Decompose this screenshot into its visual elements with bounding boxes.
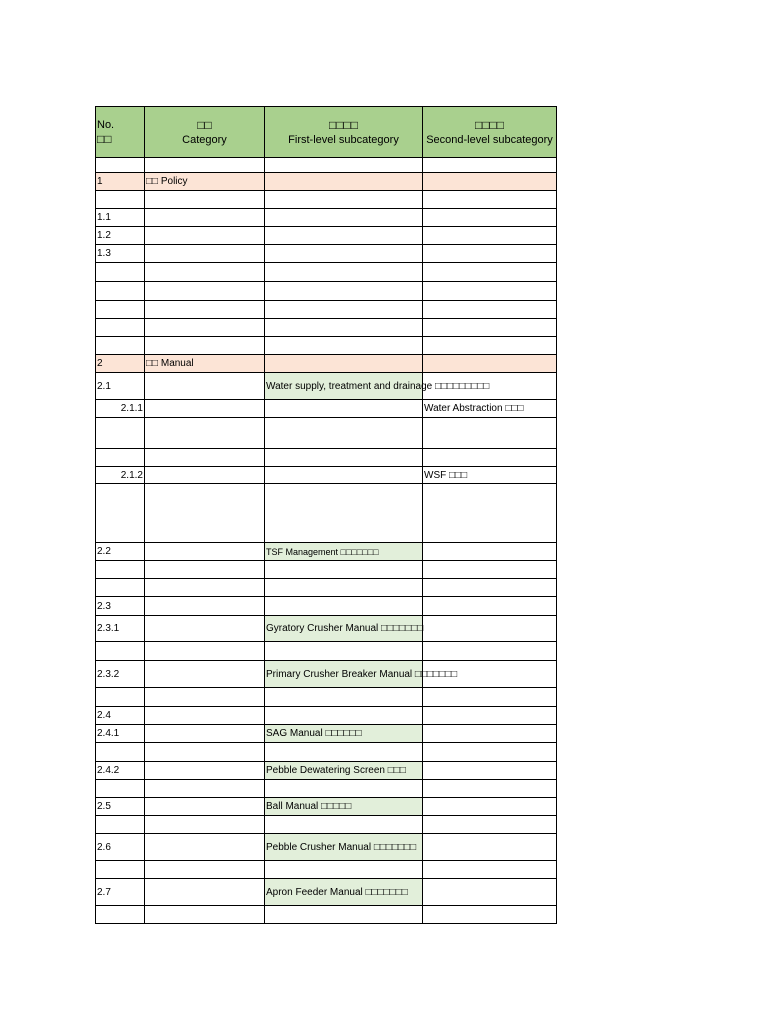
cell[interactable] <box>96 158 145 173</box>
cell[interactable] <box>265 642 423 661</box>
header-no-line2: □□ <box>97 131 112 146</box>
cell[interactable] <box>145 373 265 400</box>
cell[interactable] <box>145 263 265 282</box>
cell[interactable] <box>265 449 423 467</box>
cell[interactable] <box>145 906 265 924</box>
cell[interactable] <box>423 688 557 707</box>
cell[interactable] <box>423 879 557 906</box>
cell[interactable] <box>145 579 265 597</box>
cell[interactable] <box>265 579 423 597</box>
cell[interactable] <box>265 191 423 209</box>
first-level-link[interactable]: Apron Feeder Manual □□□□□□□ <box>265 879 423 906</box>
cell[interactable] <box>265 467 423 484</box>
table-row <box>96 762 557 780</box>
row-number[interactable]: 1.2 <box>96 227 145 245</box>
cell[interactable] <box>423 337 557 355</box>
header-first-line1: □□□□ <box>329 117 358 132</box>
header-second-line2: Second-level subcategory <box>426 133 553 146</box>
header-second-line1: □□□□ <box>475 117 504 132</box>
row-number[interactable]: 2.6 <box>96 834 145 861</box>
cell[interactable] <box>265 861 423 879</box>
cell[interactable] <box>145 209 265 227</box>
cell[interactable] <box>423 543 557 561</box>
table-row <box>96 834 557 861</box>
table-row <box>96 245 557 263</box>
row-number[interactable]: 2.3 <box>96 597 145 616</box>
cell[interactable] <box>265 400 423 418</box>
cell[interactable] <box>145 337 265 355</box>
cell[interactable] <box>265 173 423 191</box>
cell[interactable] <box>265 418 423 449</box>
cell[interactable] <box>96 579 145 597</box>
cell[interactable] <box>423 263 557 282</box>
cell[interactable] <box>96 688 145 707</box>
cell[interactable] <box>96 861 145 879</box>
cell[interactable] <box>96 484 145 543</box>
row-number[interactable]: 2 <box>96 355 145 373</box>
cell[interactable] <box>423 173 557 191</box>
table-row <box>96 158 557 173</box>
cell[interactable] <box>145 762 265 780</box>
cell[interactable] <box>265 906 423 924</box>
cell[interactable] <box>145 301 265 319</box>
cell[interactable] <box>265 597 423 616</box>
header-row <box>96 107 557 158</box>
row-number[interactable]: 1.3 <box>96 245 145 263</box>
table-row <box>96 400 557 418</box>
table-row <box>96 661 557 688</box>
cell[interactable] <box>145 467 265 484</box>
second-level-cell[interactable]: Water Abstraction □□□ <box>423 400 557 418</box>
cell[interactable] <box>145 484 265 543</box>
cell[interactable] <box>423 579 557 597</box>
first-level-link[interactable]: SAG Manual □□□□□□ <box>265 725 423 743</box>
table-row <box>96 816 557 834</box>
table-row <box>96 688 557 707</box>
cell[interactable] <box>145 400 265 418</box>
table-row <box>96 337 557 355</box>
cell[interactable] <box>265 355 423 373</box>
row-number[interactable]: 2.1.1 <box>96 400 145 418</box>
section-row-policy <box>96 173 557 191</box>
cell[interactable] <box>145 191 265 209</box>
header-no-line1: No. <box>97 118 115 131</box>
cell[interactable] <box>96 282 145 301</box>
header-category-line1: □□ <box>197 117 212 132</box>
first-level-link[interactable]: Gyratory Crusher Manual □□□□□□□ <box>265 616 423 642</box>
cell[interactable] <box>145 561 265 579</box>
cell[interactable] <box>423 561 557 579</box>
table-row <box>96 467 557 484</box>
row-number[interactable]: 1.1 <box>96 209 145 227</box>
row-number[interactable]: 2.3.1 <box>96 616 145 642</box>
cell[interactable] <box>145 597 265 616</box>
index-table <box>95 106 557 924</box>
cell[interactable] <box>423 355 557 373</box>
row-number[interactable]: 2.4 <box>96 707 145 725</box>
cell[interactable] <box>96 191 145 209</box>
cell[interactable] <box>423 484 557 543</box>
first-level-link[interactable]: Ball Manual □□□□□ <box>265 798 423 816</box>
row-number[interactable]: 2.1.2 <box>96 467 145 484</box>
table-row <box>96 616 557 642</box>
table-row <box>96 707 557 725</box>
cell[interactable] <box>265 688 423 707</box>
table-row <box>96 543 557 561</box>
cell[interactable] <box>96 561 145 579</box>
header-no[interactable] <box>96 107 145 158</box>
cell[interactable] <box>145 861 265 879</box>
table-row <box>96 861 557 879</box>
first-level-cell[interactable]: TSF Management □□□□□□□ <box>265 543 423 561</box>
row-number[interactable]: 2.2 <box>96 543 145 561</box>
cell[interactable] <box>265 245 423 263</box>
table-row <box>96 743 557 762</box>
row-number[interactable]: 2.1 <box>96 373 145 400</box>
first-level-link[interactable]: Pebble Crusher Manual □□□□□□□ <box>265 834 423 861</box>
table-row <box>96 725 557 743</box>
first-level-link[interactable]: Primary Crusher Breaker Manual □□□□□□□ <box>265 661 423 688</box>
table-row <box>96 449 557 467</box>
cell[interactable] <box>423 449 557 467</box>
table-row <box>96 561 557 579</box>
cell[interactable] <box>265 780 423 798</box>
header-category-line2: Category <box>182 133 227 146</box>
table-row <box>96 597 557 616</box>
second-level-cell[interactable]: WSF □□□ <box>423 467 557 484</box>
row-number[interactable]: 2.7 <box>96 879 145 906</box>
cell[interactable] <box>145 688 265 707</box>
cell[interactable] <box>96 337 145 355</box>
table-row <box>96 263 557 282</box>
cell[interactable] <box>423 725 557 743</box>
cell[interactable] <box>265 484 423 543</box>
cell[interactable] <box>145 834 265 861</box>
table-row <box>96 373 557 400</box>
cell[interactable] <box>96 319 145 337</box>
cell[interactable] <box>145 158 265 173</box>
row-number[interactable]: 1 <box>96 173 145 191</box>
cell[interactable] <box>265 743 423 762</box>
cell[interactable] <box>265 301 423 319</box>
cell[interactable] <box>423 780 557 798</box>
cell[interactable] <box>423 191 557 209</box>
category-cell[interactable]: □□ Manual <box>145 355 265 373</box>
table-row <box>96 642 557 661</box>
cell[interactable] <box>423 319 557 337</box>
cell[interactable] <box>145 707 265 725</box>
section-row-manual <box>96 355 557 373</box>
cell[interactable] <box>96 816 145 834</box>
cell[interactable] <box>423 861 557 879</box>
cell[interactable] <box>265 707 423 725</box>
header-category[interactable] <box>145 107 265 158</box>
cell[interactable] <box>423 597 557 616</box>
cell[interactable] <box>423 762 557 780</box>
cell[interactable] <box>145 642 265 661</box>
header-second-level[interactable] <box>423 107 557 158</box>
cell[interactable] <box>265 282 423 301</box>
table-row <box>96 798 557 816</box>
cell[interactable] <box>145 449 265 467</box>
cell[interactable] <box>145 227 265 245</box>
cell[interactable] <box>423 834 557 861</box>
first-level-cell[interactable]: Water supply, treatment and drainage □□□□□□□□□ <box>265 373 423 400</box>
row-number[interactable]: 2.3.2 <box>96 661 145 688</box>
cell[interactable] <box>423 816 557 834</box>
cell[interactable] <box>265 227 423 245</box>
table-row <box>96 209 557 227</box>
cell[interactable] <box>145 245 265 263</box>
cell[interactable] <box>423 743 557 762</box>
cell[interactable] <box>423 616 557 642</box>
cell[interactable] <box>96 449 145 467</box>
cell[interactable] <box>265 209 423 227</box>
cell[interactable] <box>145 798 265 816</box>
header-first-line2: First-level subcategory <box>288 133 399 146</box>
cell[interactable] <box>96 301 145 319</box>
table-row <box>96 879 557 906</box>
cell[interactable] <box>423 642 557 661</box>
table-row <box>96 579 557 597</box>
row-number[interactable]: 2.5 <box>96 798 145 816</box>
cell[interactable] <box>145 282 265 301</box>
cell[interactable] <box>423 158 557 173</box>
cell[interactable] <box>145 543 265 561</box>
row-number[interactable]: 2.4.2 <box>96 762 145 780</box>
cell[interactable] <box>145 743 265 762</box>
cell[interactable] <box>145 661 265 688</box>
cell[interactable] <box>423 906 557 924</box>
table-row <box>96 227 557 245</box>
cell[interactable] <box>145 816 265 834</box>
table-row <box>96 418 557 449</box>
cell[interactable] <box>265 337 423 355</box>
row-number[interactable]: 2.4.1 <box>96 725 145 743</box>
cell[interactable] <box>145 879 265 906</box>
cell[interactable] <box>423 209 557 227</box>
table-row <box>96 301 557 319</box>
cell[interactable] <box>265 561 423 579</box>
cell[interactable] <box>423 418 557 449</box>
cell[interactable] <box>423 282 557 301</box>
cell[interactable] <box>96 418 145 449</box>
cell[interactable] <box>265 263 423 282</box>
category-cell[interactable]: □□ Policy <box>145 173 265 191</box>
cell[interactable] <box>145 319 265 337</box>
table-row <box>96 319 557 337</box>
table-row <box>96 906 557 924</box>
cell[interactable] <box>145 780 265 798</box>
cell[interactable] <box>96 906 145 924</box>
cell[interactable] <box>423 301 557 319</box>
cell[interactable] <box>423 245 557 263</box>
table-row <box>96 484 557 543</box>
cell[interactable] <box>96 263 145 282</box>
cell[interactable] <box>423 227 557 245</box>
cell[interactable] <box>265 816 423 834</box>
table-row <box>96 780 557 798</box>
header-first-level[interactable] <box>265 107 423 158</box>
cell[interactable] <box>145 725 265 743</box>
cell[interactable] <box>96 743 145 762</box>
cell[interactable] <box>145 616 265 642</box>
cell[interactable] <box>265 319 423 337</box>
cell[interactable] <box>423 798 557 816</box>
first-level-link[interactable]: Pebble Dewatering Screen □□□ <box>265 762 423 780</box>
cell[interactable] <box>265 158 423 173</box>
cell[interactable] <box>96 642 145 661</box>
cell[interactable] <box>145 418 265 449</box>
cell[interactable] <box>423 707 557 725</box>
table-row <box>96 191 557 209</box>
table-row <box>96 282 557 301</box>
cell[interactable] <box>96 780 145 798</box>
